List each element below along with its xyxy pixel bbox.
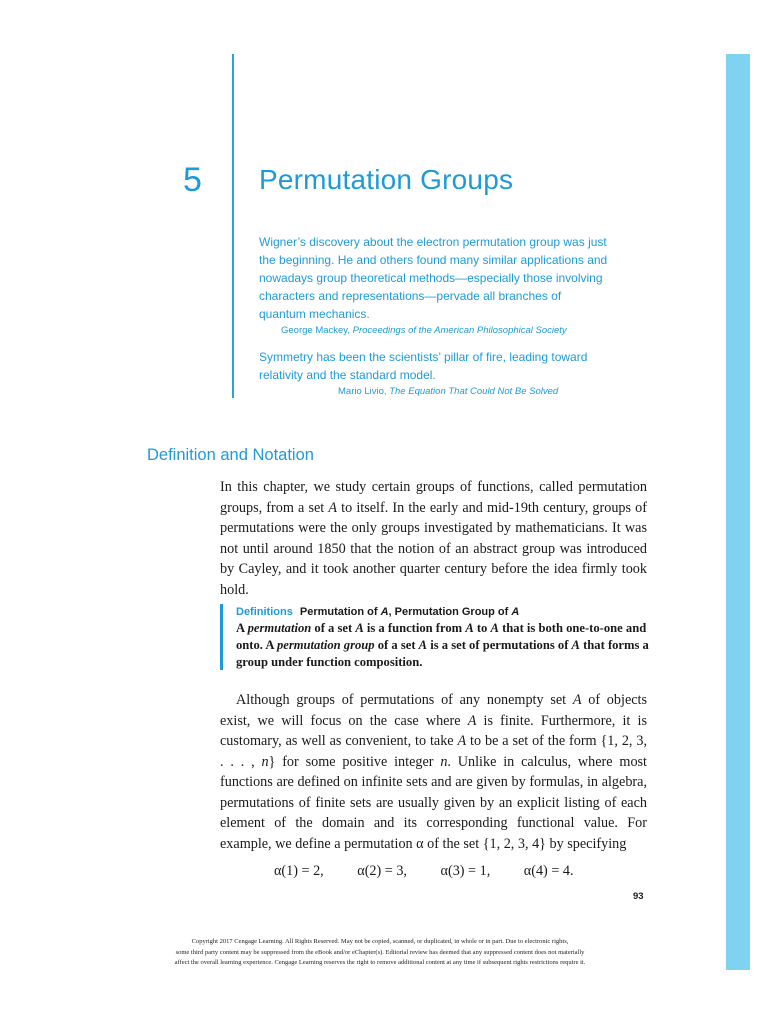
copyright-line: affect the overall learning experience. Cengage Learning reserves the right to remove additional content at any time if subsequent rights restrictions require it. — [174, 959, 586, 966]
equation-term: α(4) = 4. — [523, 863, 574, 879]
body-paragraph-2: Although groups of permutations of any nonempty set A of objects exist, we will focus on the case where A is finite. Furthermore, it is customary, as well as convenient, to take A to be a set of the form {1, 2, 3, . . . , n} for some positive integer n. Unlike in calculus, where most functions are defined on infinite sets and are given by formulas, in algebra, permutations of finite sets are usually given by an explicit listing of each element of the domain and its corresponding functional value. For example, we define a permutation α of the set {1, 2, 3, 4} by specifying — [220, 692, 647, 852]
definition-title: Permutation of A, Permutation Group of A — [299, 606, 520, 618]
chapter-number: 5 — [183, 161, 202, 199]
chapter-title: Permutation Groups — [259, 164, 514, 195]
definition-text: A permutation of a set A is a function from A to A that is both one-to-one and onto. A permutation group of a set A is a set of permutations of A that forms a group under function composition. — [236, 621, 649, 669]
epigraph-quote-1: Wigner’s discovery about the electron permutation group was just the beginning. He and others found many similar applications and nowadays group theoretical methods—especially those involving characters and representations—pervade all branches of quantum mechanics. — [259, 235, 608, 321]
epigraph-author-1: George Mackey, — [281, 325, 353, 336]
definition-box — [220, 604, 652, 670]
chapter-divider-rule — [232, 54, 234, 398]
epigraph-source-2: The Equation That Could Not Be Solved — [389, 386, 559, 397]
definition-accent-bar — [220, 604, 223, 670]
chapter-sidebar-tab — [726, 54, 750, 970]
definition-label: Definitions — [236, 606, 293, 618]
permutation-equation — [274, 861, 604, 881]
equation-term: α(3) = 1, — [440, 863, 491, 879]
equation-term: α(2) = 3, — [357, 863, 407, 879]
copyright-notice — [110, 937, 650, 969]
page-number: 93 — [633, 891, 644, 902]
epigraph-source-1: Proceedings of the American Philosophical Society — [352, 325, 567, 336]
epigraph-attribution-2 — [338, 386, 558, 398]
definition-heading — [236, 604, 656, 620]
epigraph-author-2: Mario Livio, — [338, 386, 390, 397]
copyright-line: Copyright 2017 Cengage Learning. All Rights Reserved. May not be copied, scanned, or duplicated, in whole or in part. Due to electronic rights, — [191, 938, 569, 945]
body-paragraph-1: In this chapter, we study certain groups of functions, called permutation groups, from a set A to itself. In the early and mid-19th century, groups of permutations were the only groups investigated by mathematicians. It was not until around 1850 that the notion of an abstract group was introduced by Cayley, and it took another quarter century before the idea firmly took hold. — [220, 479, 647, 598]
epigraph-attribution-1 — [281, 325, 567, 337]
epigraph-quote-2: Symmetry has been the scientists’ pillar of fire, leading toward relativity and the standard model. — [259, 350, 588, 382]
copyright-line: some third party content may be suppressed from the eBook and/or eChapter(s). Editorial review has deemed that any suppressed content does not materially — [175, 948, 585, 956]
section-heading: Definition and Notation — [147, 446, 314, 464]
equation-term: α(1) = 2, — [274, 863, 324, 879]
